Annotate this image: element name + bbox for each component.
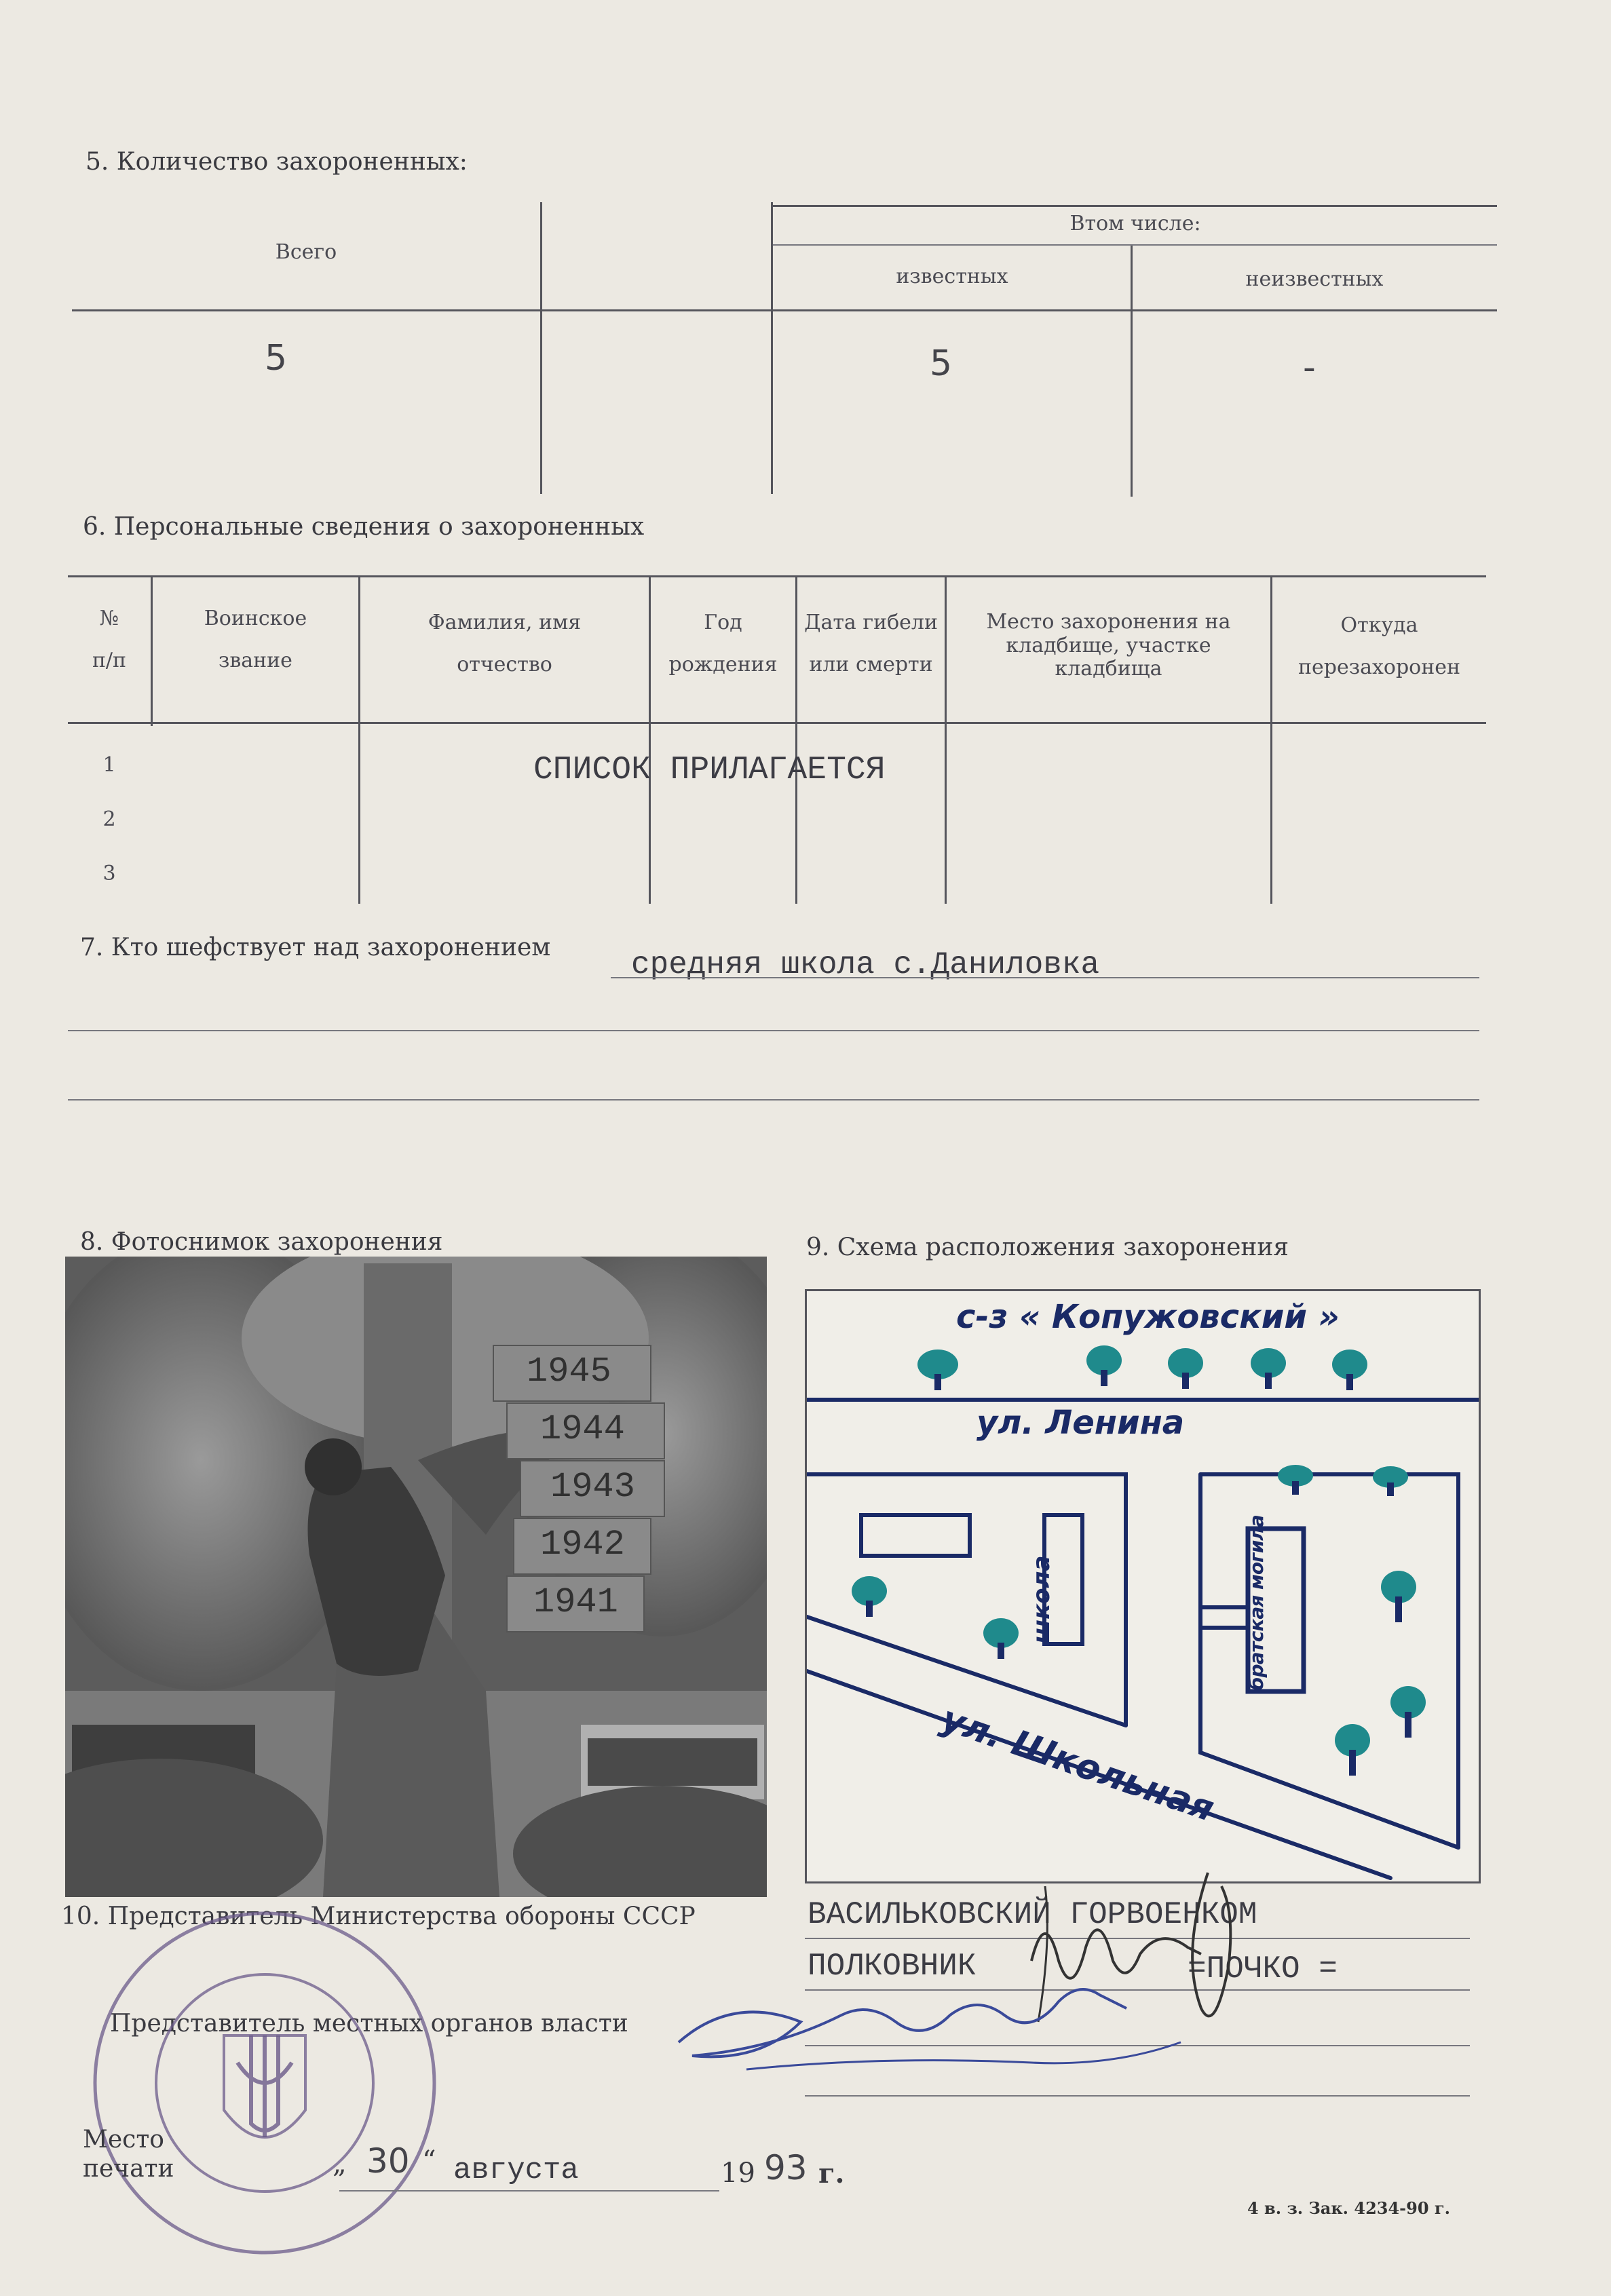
section6-header-birth-year: Год рождения [668, 611, 778, 676]
section6-header-reburied-from: Откуда перезахоронен [1298, 613, 1460, 679]
map-label-street-shkolnaya: ул. Школьная [936, 1698, 1219, 1830]
date-quote-open: „ [333, 2148, 347, 2179]
memorial-year: 1941 [533, 1582, 618, 1622]
seal-place-label: Место печати [83, 2126, 174, 2183]
memorial-photo-image [65, 1257, 767, 1897]
section6-header-burial-place: Место захоронения на кладбище, участке кладбища [986, 610, 1231, 681]
map-label-plant: с-з « Копужовский » [956, 1298, 1340, 1336]
section10-title: 10. Представитель Министерства обороны СССР [61, 1902, 696, 1930]
map-label-school: школа [1028, 1555, 1055, 1644]
tree-icon [1378, 1569, 1419, 1626]
section7-line-3 [68, 1099, 1479, 1101]
section6-title: 6. Персональные сведения о захороненных [83, 513, 645, 541]
section6-row-number: 1 [102, 753, 116, 777]
tree-icon [849, 1573, 890, 1620]
print-mark: 4 в. з. Зак. 4234-90 г. [1247, 2198, 1450, 2218]
section5-top-rule [772, 205, 1497, 207]
section9-title: 9. Схема расположения захоронения [806, 1233, 1289, 1261]
date-year-prefix: 19 [721, 2158, 755, 2189]
section5-col-divider-1 [540, 202, 542, 494]
memorial-year: 1943 [550, 1467, 635, 1507]
section5-including-rule [772, 244, 1497, 246]
section5-value-known: 5 [930, 343, 953, 384]
tree-icon [1275, 1463, 1316, 1500]
section10-typed-name: =ПОЧКО = [1188, 1951, 1338, 1987]
memorial-year: 1942 [540, 1525, 625, 1565]
section5-col-divider-2 [771, 202, 773, 494]
section5-header-total: Всего [275, 240, 337, 264]
section6-list-note: СПИСОК ПРИЛАГАЕТСЯ [533, 752, 886, 788]
section5-header-unknown: неизвестных [1245, 267, 1384, 291]
date-year-suffix: 93 [764, 2148, 808, 2187]
date-underline [339, 2190, 719, 2192]
section6-header-rank: Воинское звание [204, 607, 307, 672]
tree-icon [1370, 1465, 1411, 1501]
tree-icon [1329, 1347, 1370, 1393]
location-map [805, 1289, 1481, 1883]
tree-icon [1248, 1345, 1289, 1392]
official-seal [81, 1900, 448, 2266]
section7-title: 7. Кто шефствует над захоронением [80, 934, 551, 961]
section6-header-bottom-rule [68, 722, 1486, 724]
section5-value-unknown: - [1303, 347, 1316, 388]
tree-icon [914, 1347, 962, 1393]
local-rep-title: Представитель местных органов власти [110, 2010, 628, 2037]
section6-header-number: № п/п [92, 607, 127, 672]
tree-icon [981, 1615, 1021, 1662]
memorial-photo [65, 1257, 767, 1897]
section6-row-number: 3 [102, 862, 116, 885]
section5-title: 5. Количество захороненных: [86, 148, 468, 176]
date-month: августа [453, 2154, 579, 2187]
signature-local [665, 1981, 1221, 2103]
tree-icon [1332, 1723, 1373, 1780]
map-label-grave: братская могила [1245, 1515, 1268, 1690]
section7-line-2 [68, 1030, 1479, 1031]
section6-row-number: 2 [102, 807, 116, 831]
section8-title: 8. Фотоснимок захоронения [80, 1228, 443, 1256]
date-year-unit: г. [818, 2158, 845, 2189]
section10-typed-line2: ПОЛКОВНИК [808, 1949, 977, 1984]
tree-icon [1388, 1685, 1428, 1742]
section6-header-name: Фамилия, имя отчество [428, 611, 582, 676]
memorial-year: 1945 [527, 1352, 611, 1392]
section7-value: средняя школа с.Даниловка [631, 947, 1100, 982]
section5-header-bottom-rule [72, 309, 1497, 311]
memorial-year: 1944 [540, 1409, 625, 1449]
section6-top-rule [68, 575, 1486, 577]
section5-value-total: 5 [265, 338, 288, 379]
section6-header-death-date: Дата гибели или смерти [804, 611, 938, 676]
date-day: 30 [366, 2141, 410, 2181]
section7-line-1 [611, 977, 1479, 978]
date-quote-close: “ [422, 2145, 436, 2177]
section5-header-including: Втом числе: [1069, 212, 1201, 235]
section10-typed-line1: ВАСИЛЬКОВСКИЙ ГОРВОЕНКОМ [808, 1897, 1257, 1932]
tree-icon [1165, 1345, 1206, 1392]
map-label-street-lenina: ул. Ленина [977, 1404, 1185, 1442]
section5-header-known: известных [896, 265, 1008, 288]
tree-icon [1084, 1343, 1124, 1389]
